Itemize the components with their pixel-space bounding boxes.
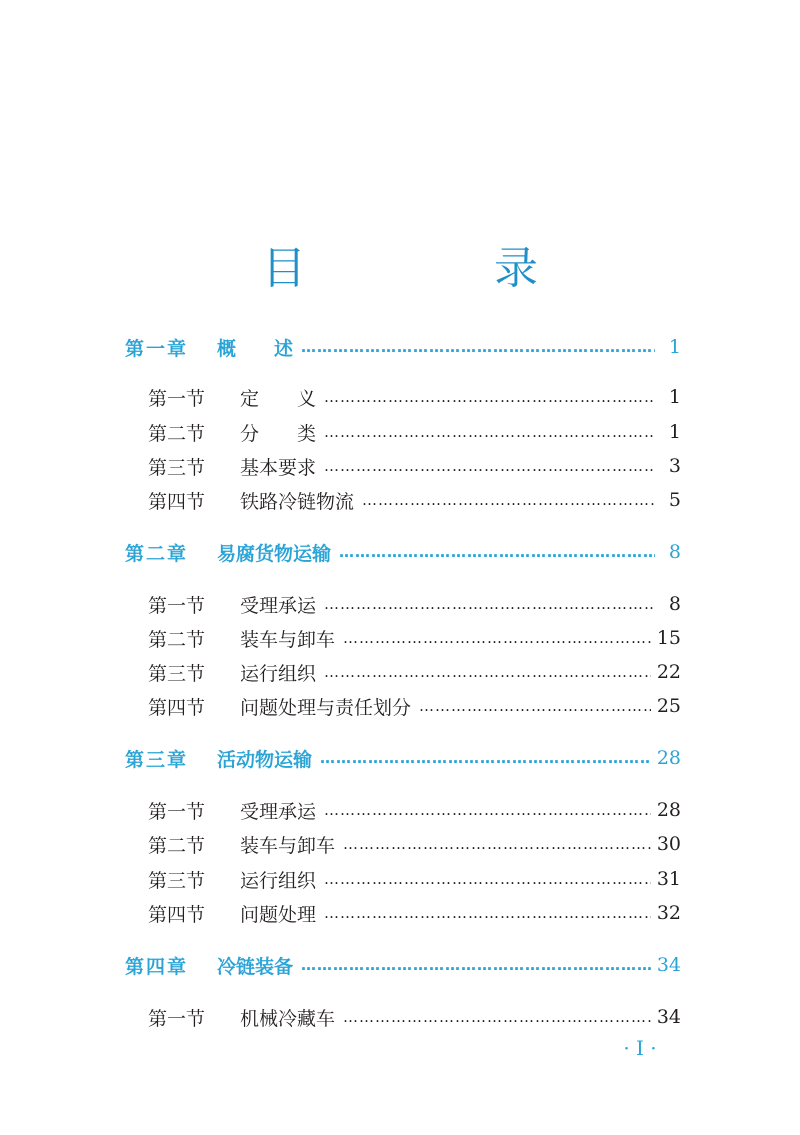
- dot-leader: [343, 623, 651, 653]
- page-title: 目 录: [262, 243, 610, 294]
- section-number: 第四节: [148, 903, 206, 926]
- toc-section[interactable]: [148, 589, 681, 619]
- section-number: 第三节: [148, 456, 206, 479]
- toc-section[interactable]: [148, 691, 681, 721]
- page-number: 8: [668, 593, 681, 615]
- dot-leader: [324, 898, 651, 928]
- section-number: 第一节: [148, 800, 206, 823]
- page-number: 25: [656, 695, 681, 717]
- page-number: 34: [656, 1006, 681, 1028]
- toc-chapter-2[interactable]: [125, 537, 681, 567]
- dot-leader: [301, 332, 655, 362]
- page-number: 1: [668, 421, 681, 443]
- section-title: 装车与卸车: [240, 628, 336, 651]
- chapter-number: 第三章: [125, 748, 189, 771]
- page-number: 31: [656, 868, 681, 890]
- dot-leader: [339, 537, 655, 567]
- page-number: 30: [656, 833, 681, 855]
- page-number: 15: [656, 627, 681, 649]
- dot-leader: [301, 950, 651, 980]
- chapter-title: 活动物运输: [217, 748, 313, 771]
- toc-section[interactable]: [148, 1002, 681, 1032]
- dot-leader: [324, 864, 651, 894]
- section-title: 受理承运: [240, 800, 317, 823]
- dot-leader: [419, 691, 651, 721]
- toc-chapter-1[interactable]: [125, 332, 681, 362]
- section-title: 定 义: [240, 387, 317, 410]
- dot-leader: [320, 743, 651, 773]
- section-title: 受理承运: [240, 594, 317, 617]
- toc-chapter-4[interactable]: [125, 950, 681, 980]
- section-title: 分 类: [240, 422, 317, 445]
- section-number: 第四节: [148, 696, 206, 719]
- toc-section[interactable]: [148, 657, 681, 687]
- section-number: 第三节: [148, 869, 206, 892]
- page-number: 8: [668, 541, 681, 563]
- toc-section[interactable]: [148, 417, 681, 447]
- page-number: 3: [668, 455, 681, 477]
- toc-section[interactable]: [148, 382, 681, 412]
- section-number: 第二节: [148, 628, 206, 651]
- section-number: 第一节: [148, 1007, 206, 1030]
- page-number: 34: [656, 954, 681, 976]
- toc-section[interactable]: [148, 623, 681, 653]
- toc-chapter-3[interactable]: [125, 743, 681, 773]
- page-number: 32: [656, 902, 681, 924]
- section-number: 第一节: [148, 594, 206, 617]
- dot-leader: [324, 657, 651, 687]
- page-number: 5: [668, 489, 681, 511]
- page-number: 22: [656, 661, 681, 683]
- chapter-number: 第四章: [125, 955, 189, 978]
- chapter-number: 第一章: [125, 337, 189, 360]
- section-number: 第四节: [148, 490, 206, 513]
- chapter-title: 冷链装备: [217, 955, 294, 978]
- section-number: 第一节: [148, 387, 206, 410]
- chapter-title: 易腐货物运输: [217, 542, 332, 565]
- dot-leader: [343, 829, 651, 859]
- section-title: 运行组织: [240, 869, 317, 892]
- section-title: 装车与卸车: [240, 834, 336, 857]
- page-number: 1: [668, 386, 681, 408]
- chapter-number: 第二章: [125, 542, 189, 565]
- section-title: 机械冷藏车: [240, 1007, 336, 1030]
- section-number: 第二节: [148, 834, 206, 857]
- toc-section[interactable]: [148, 829, 681, 859]
- section-title: 运行组织: [240, 662, 317, 685]
- dot-leader: [324, 451, 655, 481]
- page-number: 28: [656, 747, 681, 769]
- dot-leader: [343, 1002, 651, 1032]
- toc-section[interactable]: [148, 485, 681, 515]
- toc-section[interactable]: [148, 898, 681, 928]
- page-number: 1: [668, 336, 681, 358]
- toc-section[interactable]: [148, 451, 681, 481]
- page-folio: · I ·: [623, 1036, 657, 1060]
- page-number: 28: [656, 799, 681, 821]
- dot-leader: [362, 485, 655, 515]
- toc-section[interactable]: [148, 864, 681, 894]
- chapter-title: 概 述: [217, 337, 294, 360]
- section-title: 基本要求: [240, 456, 317, 479]
- dot-leader: [324, 382, 655, 412]
- dot-leader: [324, 417, 655, 447]
- section-number: 第三节: [148, 662, 206, 685]
- dot-leader: [324, 795, 651, 825]
- section-title: 问题处理: [240, 903, 317, 926]
- dot-leader: [324, 589, 655, 619]
- section-title: 问题处理与责任划分: [240, 696, 412, 719]
- toc-section[interactable]: [148, 795, 681, 825]
- section-title: 铁路冷链物流: [240, 490, 355, 513]
- section-number: 第二节: [148, 422, 206, 445]
